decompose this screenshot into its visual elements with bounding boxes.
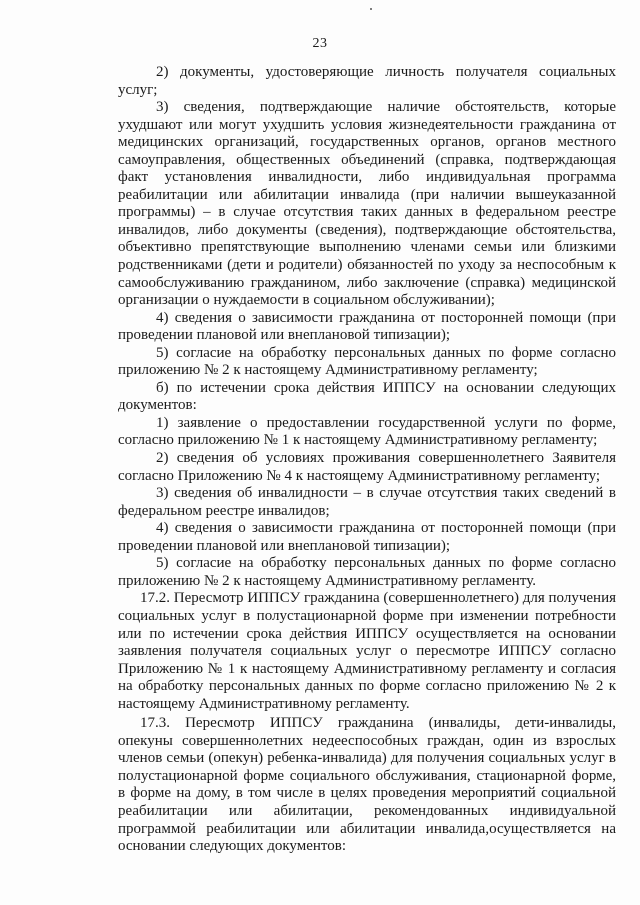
- paragraph-item-1-application: 1) заявление о предоставлении государственной услуги по форме, согласно приложению № 1 к настоящему Административному регламенту;: [118, 414, 616, 449]
- document-body: [118, 64, 616, 856]
- paragraph-item-2-living-conditions: 2) сведения об условиях проживания совершеннолетнего Заявителя согласно Приложению № 4 к настоящему Административному регламенту;: [118, 450, 616, 484]
- paragraph-item-2-identity-documents: 2) документы, удостоверяющие личность получателя социальных услуг;: [118, 64, 616, 98]
- paragraph-item-3-circumstances-info: 3) сведения, подтверждающие наличие обстоятельств, которые ухудшают или могут ухудшить условия жизнедеятельности гражданина от медицинских организаций, государственных органов, органов местного самоуправления, общественных объединений (справка, подтверждающая факт установления инвалидности, либо индивидуальная программа реабилитации или абилитации инвалида (при наличии вышеуказанной программы) – в случае отсутствия таких данных в федеральном реестре инвалидов, либо документы (сведения), подтверждающие обстоятельства, объективно препятствующие выполнению членами семьи или близкими родственниками (дети и родители) обязанностей по уходу за неспособным к самообслуживанию гражданином, либо заключение (справка) медицинской организации о нуждаемости в социальном обслуживании);: [118, 99, 616, 309]
- paragraph-section-17-3: 17.3. Пересмотр ИППСУ гражданина (инвалиды, дети-инвалиды, опекуны совершеннолетних недееспособных граждан, один из взрослых членов семьи (опекун) ребенка-инвалида) для получения социальных услуг в полустационарной форме социального обслуживания, стационарной форме, в форме на дому, в том числе в целях проведения мероприятий социальной реабилитации или абилитации, рекомендованных индивидуальной программой реабилитации или абилитации инвалида,осуществляется на основании следующих документов:: [118, 715, 616, 855]
- paragraph-section-17-2: 17.2. Пересмотр ИППСУ гражданина (совершеннолетнего) для получения социальных услуг в полустационарной форме при изменении потребности или по истечении срока действия ИППСУ осуществляется на основании заявления получателя социальных услуг о пересмотре ИППСУ согласно Приложению № 1 к настоящему Административному регламенту и согласия на обработку персональных данных по форме согласно приложению № 2 к настоящему Административному регламенту.: [118, 590, 616, 712]
- paragraph-item-5-data-consent: 5) согласие на обработку персональных данных по форме согласно приложению № 2 к настоящему Административному регламенту;: [118, 344, 616, 379]
- paragraph-item-3-disability-info: 3) сведения об инвалидности – в случае отсутствия таких сведений в федеральном реестре инвалидов;: [118, 485, 616, 519]
- scan-speck: [370, 8, 372, 10]
- paragraph-item-4-dependency-info: 4) сведения о зависимости гражданина от посторонней помощи (при проведении плановой или внеплановой типизации);: [118, 309, 616, 344]
- paragraph-subsection-b-expiry: б) по истечении срока действия ИППСУ на основании следующих документов:: [118, 379, 616, 414]
- paragraph-item-5-data-consent-2: 5) согласие на обработку персональных данных по форме согласно приложению № 2 к настоящему Административному регламенту.: [118, 555, 616, 589]
- page-number: 23: [312, 36, 328, 51]
- paragraph-item-4-dependency-info-2: 4) сведения о зависимости гражданина от посторонней помощи (при проведении плановой или внеплановой типизации);: [118, 520, 616, 554]
